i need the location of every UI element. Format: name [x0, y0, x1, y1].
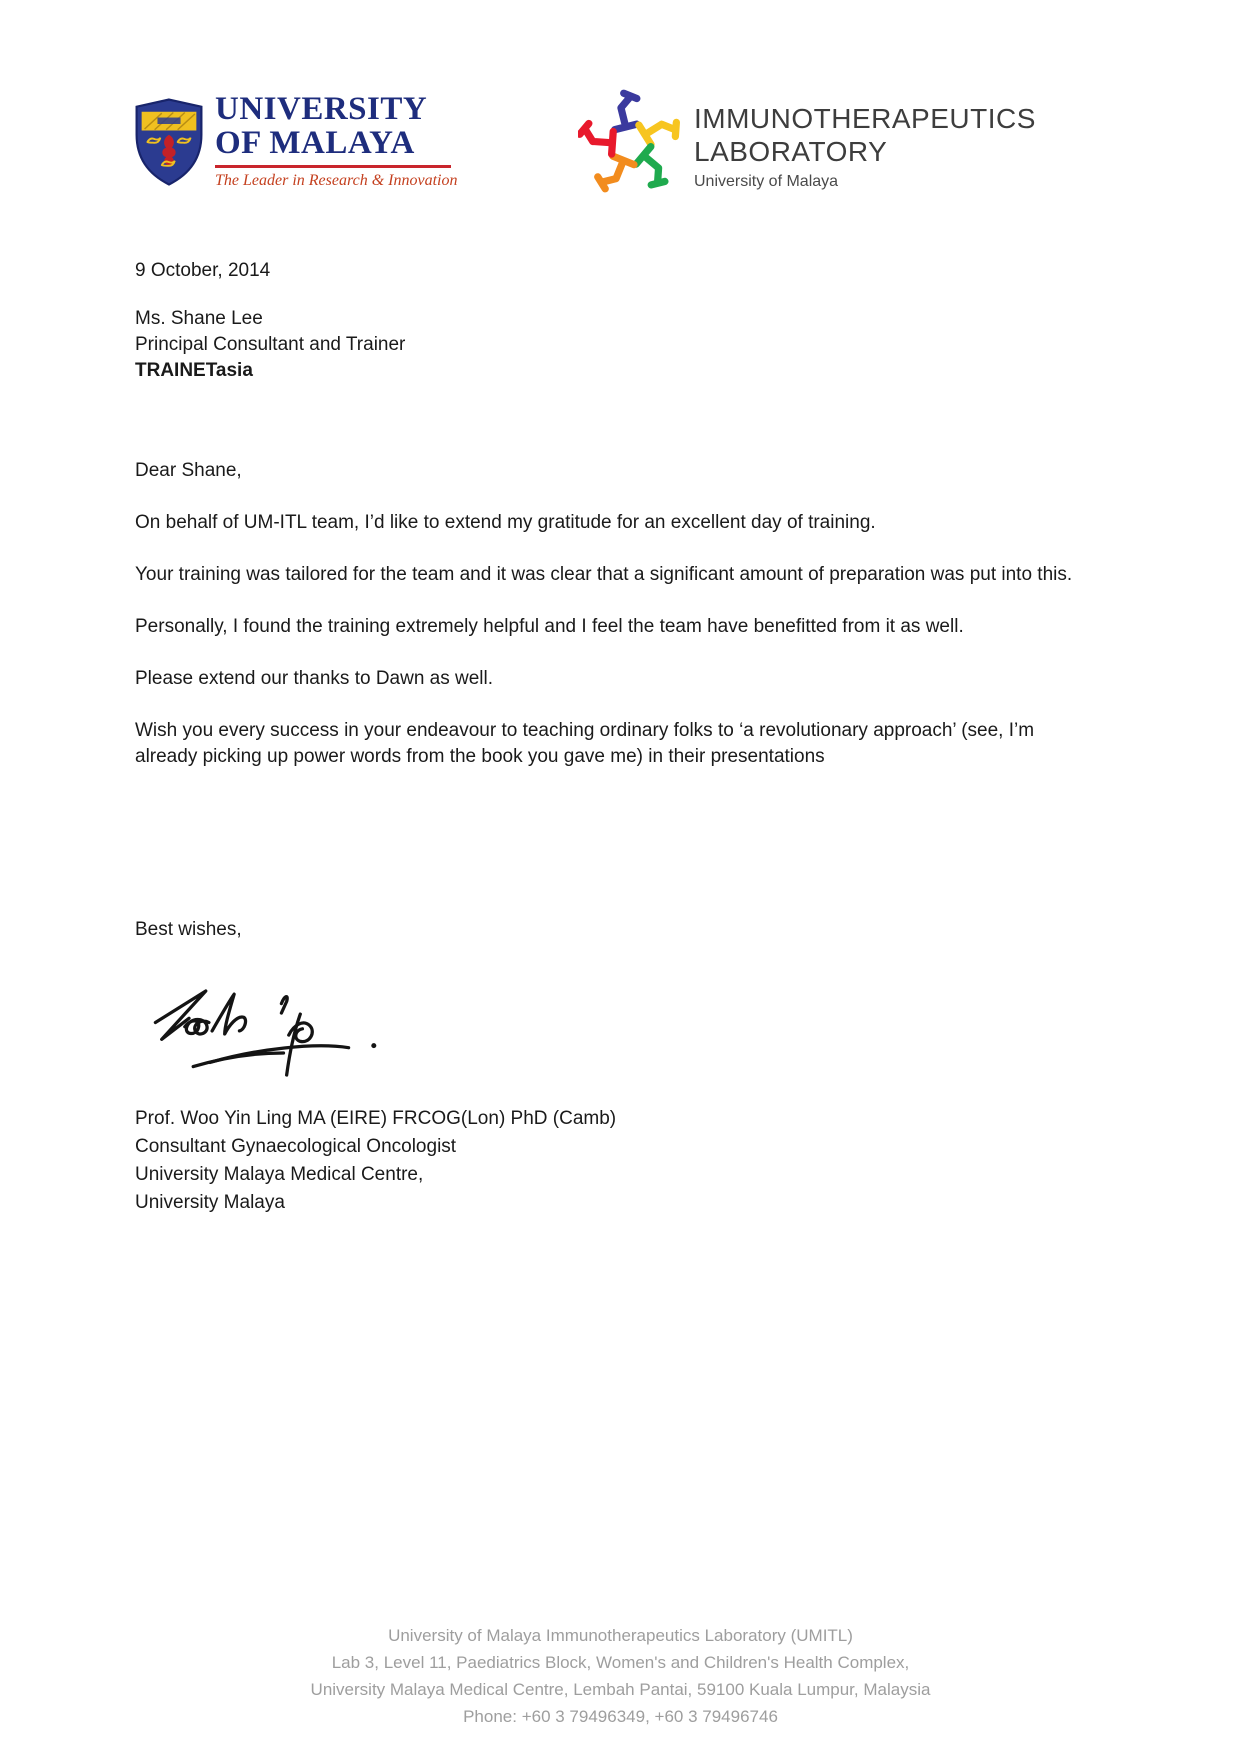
- itl-wordmark-subtitle: University of Malaya: [694, 173, 839, 190]
- sender-org-line2: University Malaya: [135, 1192, 285, 1213]
- paragraph-2: Your training was tailored for the team and it was clear that a significant amount of preparation was put into this.: [135, 564, 1073, 585]
- um-wordmark: [215, 86, 457, 190]
- recipient-name: Ms. Shane Lee: [135, 308, 263, 329]
- sender-title: Consultant Gynaecological Oncologist: [135, 1136, 457, 1157]
- university-of-malaya-logo: [133, 86, 458, 198]
- sender-name: Prof. Woo Yin Ling MA (EIRE) FRCOG(Lon) PhD (Camb): [135, 1108, 617, 1129]
- recipient-company: TRAINETasia: [135, 360, 253, 381]
- salutation: Dear Shane,: [135, 460, 242, 481]
- itl-wordmark-line2: LABORATORY: [694, 136, 888, 167]
- paragraph-4: Please extend our thanks to Dawn as well.: [135, 668, 494, 689]
- recipient-title: Principal Consultant and Trainer: [135, 334, 406, 355]
- closing: Best wishes,: [135, 919, 242, 940]
- um-crest-icon: [133, 86, 205, 198]
- handwritten-signature-icon: [147, 979, 399, 1087]
- itl-antibody-mark-icon: [578, 86, 682, 200]
- letter-footer: [0, 1622, 1241, 1730]
- sender-block: [135, 1105, 1090, 1217]
- um-tagline: The Leader in Research & Innovation: [215, 172, 458, 189]
- um-wordmark-line1: UNIVERSITY: [215, 91, 428, 127]
- paragraph-3: Personally, I found the training extremely helpful and I feel the team have benefitted from it as well.: [135, 616, 964, 637]
- signature-block: [147, 979, 1090, 1091]
- um-red-rule: [215, 165, 451, 168]
- immunotherapeutics-lab-logo: [578, 86, 1036, 200]
- recipient-block: [135, 306, 1090, 384]
- letterhead: [133, 86, 1121, 200]
- um-wordmark-line2: OF MALAYA: [215, 125, 415, 161]
- letter-date: 9 October, 2014: [135, 260, 271, 281]
- itl-wordmark: [694, 86, 1036, 191]
- footer-line-4: Phone: +60 3 79496349, +60 3 79496746: [463, 1707, 778, 1726]
- itl-wordmark-line1: IMMUNOTHERAPEUTICS: [694, 103, 1036, 134]
- footer-line-3: University Malaya Medical Centre, Lembah Pantai, 59100 Kuala Lumpur, Malaysia: [310, 1680, 931, 1699]
- footer-line-1: University of Malaya Immunotherapeutics Laboratory (UMITL): [388, 1626, 853, 1645]
- footer-line-2: Lab 3, Level 11, Paediatrics Block, Women's and Children's Health Complex,: [331, 1653, 910, 1672]
- sender-org-line1: University Malaya Medical Centre,: [135, 1164, 424, 1185]
- letter-body: [135, 258, 1090, 1217]
- paragraph-5: Wish you every success in your endeavour to teaching ordinary folks to ‘a revolutionary approach’ (see, I’m already picking up power words from the book you gave me) in their presentations: [135, 720, 1035, 767]
- paragraph-1: On behalf of UM-ITL team, I’d like to extend my gratitude for an excellent day of training.: [135, 512, 876, 533]
